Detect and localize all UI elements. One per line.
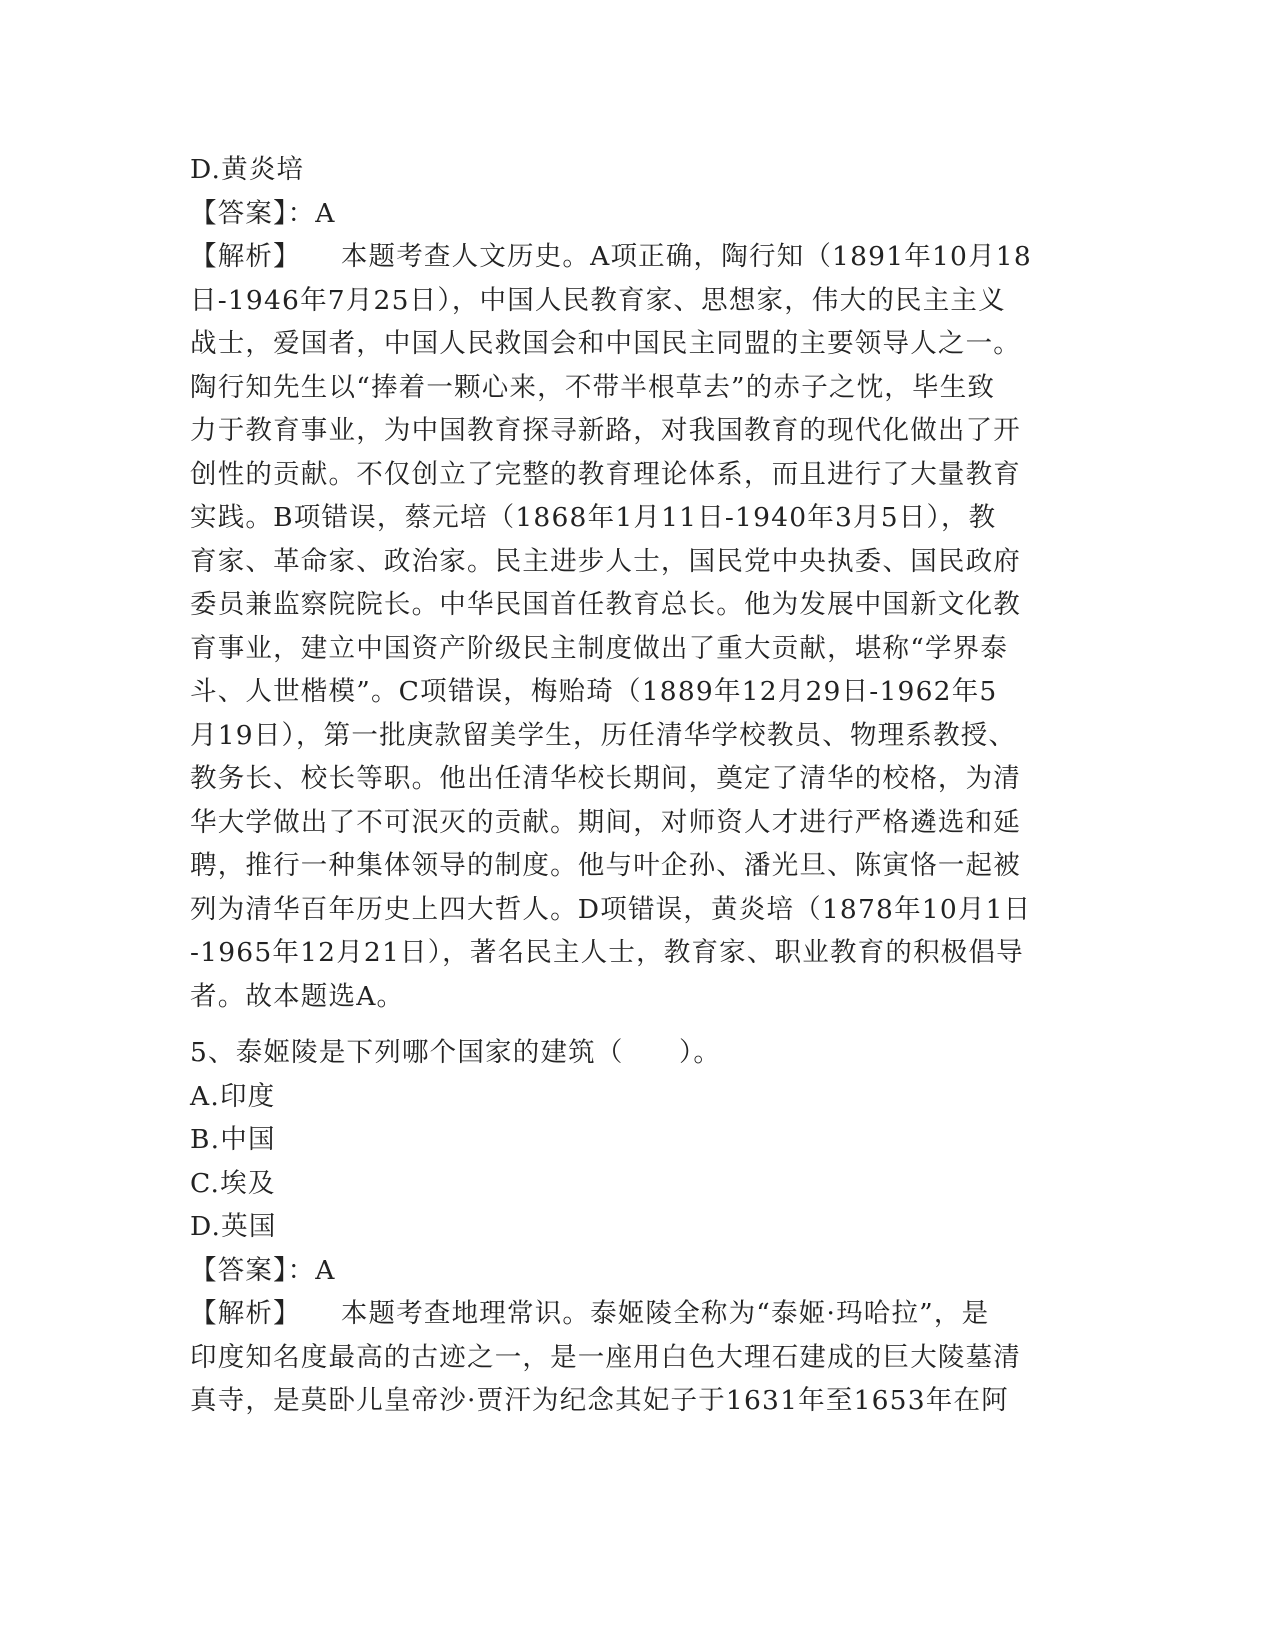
q4-explanation-line: 月19日），第一批庚款留美学生，历任清华学校教员、物理系教授、 xyxy=(190,719,1017,751)
q4-explanation-line: 实践。B项错误，蔡元培（1868年1月11日-1940年3月5日），教 xyxy=(190,502,997,533)
q4-explanation-line: 华大学做出了不可泯灭的贡献。期间，对师资人才进行严格遴选和延 xyxy=(190,806,1021,838)
answer-tag: 【答案】 xyxy=(190,1254,288,1286)
answer-value: ：A xyxy=(287,1254,336,1286)
q4-explanation-line: 创性的贡献。不仅创立了完整的教育理论体系，而且进行了大量教育 xyxy=(190,458,1021,490)
q4-explanation-line: 陶行知先生以“捧着一颗心来，不带半根草去”的赤子之忱，毕生致 xyxy=(190,371,996,403)
q5-question: 5、泰姬陵是下列哪个国家的建筑（ ）。 xyxy=(190,1037,722,1068)
explanation-tag: 【解析】 xyxy=(190,241,301,272)
q5-explanation-line: 【解析】 本题考查地理常识。泰姬陵全称为“泰姬·玛哈拉”，是 xyxy=(190,1298,990,1329)
q4-explanation-line: -1965年12月21日），著名民主人士，教育家、职业教育的积极倡导 xyxy=(190,937,1024,968)
explanation-tag: 【解析】 xyxy=(190,1298,301,1329)
q4-explanation-line: 日-1946年7月25日），中国人民教育家、思想家，伟大的民主主义 xyxy=(190,284,1006,316)
q5-option-a: A.印度 xyxy=(190,1080,276,1112)
q4-explanation-line: 【解析】 本题考查人文历史。A项正确，陶行知（1891年10月18 xyxy=(190,241,1032,272)
q5-option-d: D.英国 xyxy=(190,1211,277,1242)
q4-explanation-line: 战士，爱国者，中国人民救国会和中国民主同盟的主要领导人之一。 xyxy=(190,328,1021,359)
q5-option-b: B.中国 xyxy=(190,1124,276,1155)
q4-explanation-line: 力于教育事业，为中国教育探寻新路，对我国教育的现代化做出了开 xyxy=(190,415,1021,446)
q4-explanation-line: 斗、人世楷模”。C项错误，梅贻琦（1889年12月29日-1962年5 xyxy=(190,676,998,707)
q4-explanation-line: 聘，推行一种集体领导的制度。他与叶企孙、潘光旦、陈寅恪一起被 xyxy=(190,850,1021,881)
q4-explanation-line: 列为清华百年历史上四大哲人。D项错误，黄炎培（1878年10月1日 xyxy=(190,893,1032,925)
q5-explanation-line: 真寺，是莫卧儿皇帝沙·贾汗为纪念其妃子于1631年至1653年在阿 xyxy=(190,1385,1009,1416)
q4-option-d: D.黄炎培 xyxy=(190,154,305,185)
q5-explanation-line: 印度知名度最高的古迹之一，是一座用白色大理石建成的巨大陵墓清 xyxy=(190,1341,1021,1373)
answer-tag: 【答案】 xyxy=(190,197,288,229)
document-page xyxy=(190,148,1090,1423)
q4-answer xyxy=(190,192,1090,236)
q4-explanation-line: 委员兼监察院院长。中华民国首任教育总长。他为发展中国新文化教 xyxy=(190,589,1021,620)
q4-explanation-line: 教务长、校长等职。他出任清华校长期间，奠定了清华的校格，为清 xyxy=(190,763,1021,794)
q4-explanation-line: 育家、革命家、政治家。民主进步人士，国民党中央执委、国民政府 xyxy=(190,545,1021,577)
q5-option-c: C.埃及 xyxy=(190,1167,276,1199)
answer-value: ：A xyxy=(287,197,336,229)
q5-answer xyxy=(190,1249,1090,1293)
q4-explanation-line: 者。故本题选A。 xyxy=(190,980,405,1012)
q4-explanation-line: 育事业，建立中国资产阶级民主制度做出了重大贡献，堪称“学界泰 xyxy=(190,632,1009,664)
